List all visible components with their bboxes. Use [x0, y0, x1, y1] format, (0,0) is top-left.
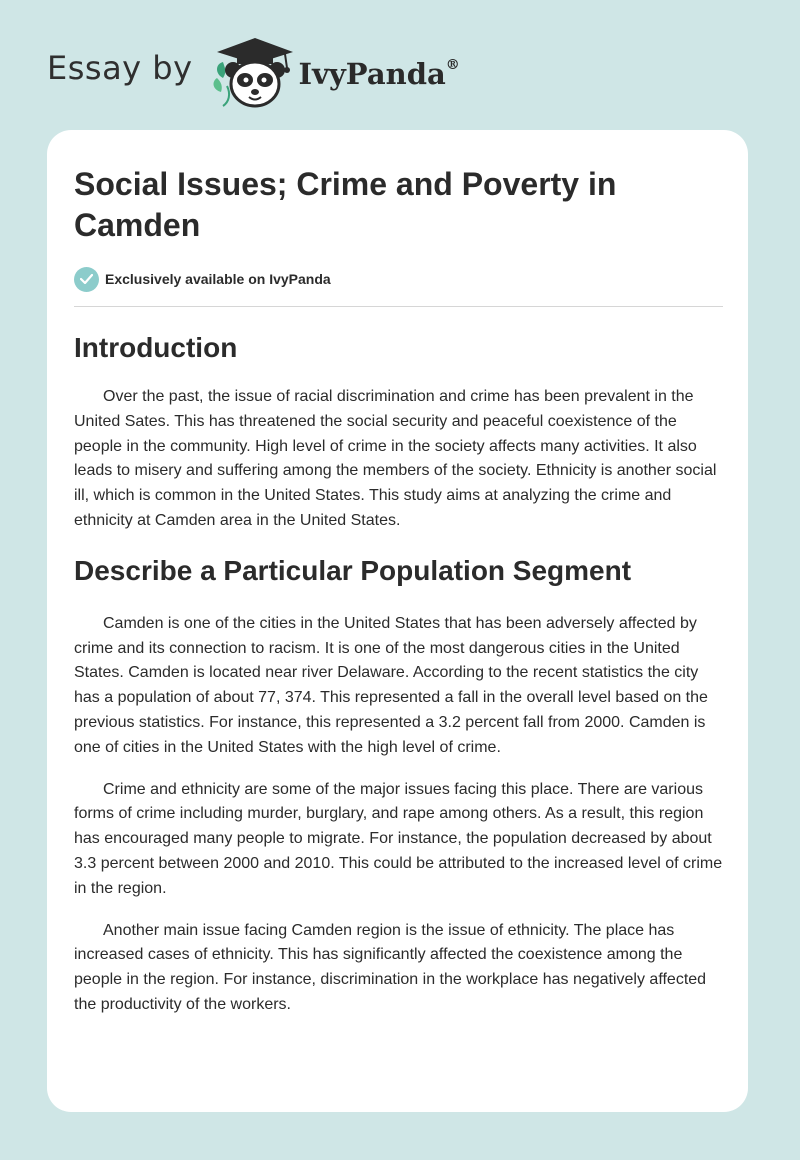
brand-name [299, 57, 460, 91]
exclusive-badge [74, 266, 723, 292]
registered-mark: ® [445, 57, 460, 74]
essay-card [47, 130, 748, 1112]
check-icon [74, 267, 99, 292]
paragraph: Over the past, the issue of racial discrimination and crime has been prevalent in the United Sates. This has threatened the social security and peaceful coexistence of the people in the community. High level of crime in the society affects many activities. It also leads to misery and suffering among the members of the society. Ethnicity is another social ill, which is common in the United States. This study aims at analyzing the crime and ethnicity at Camden area in the United States. [74, 388, 717, 529]
section-heading-introduction: Introduction [74, 332, 238, 363]
paragraph: Camden is one of the cities in the United States that has been adversely affected by crime and its connection to racism. It is one of the most dangerous cities in the United States. Camden is located near river Delaware. According to the recent statistics the city has a population of about 77, 374. This represented a fall in the overall level based on the previous statistics. For instance, this represented a 3.2 percent fall from 2000. Camden is one of cities in the United States with the high level of crime. [74, 614, 708, 756]
divider [74, 306, 723, 307]
essay-content [74, 130, 723, 1018]
exclusive-label: Exclusively available on IvyPanda [105, 271, 331, 287]
section-heading-population-segment: Describe a Particular Population Segment [74, 554, 632, 586]
page-title: Social Issues; Crime and Poverty in Camden [74, 166, 617, 243]
brand-header [47, 34, 460, 110]
paragraph: Crime and ethnicity are some of the major issues facing this place. There are various forms of crime including murder, burglary, and rape among others. As a result, this region has encouraged many people to migrate. For instance, the population decreased by about 3.3 percent between 2000 and 2010. This could be attributed to the increased level of crime in the region. [74, 780, 723, 897]
brand-name-text: IvyPanda [298, 57, 446, 91]
essay-by-label: Essay by [47, 49, 193, 87]
ivypanda-logo-icon [209, 34, 297, 110]
paragraph: Another main issue facing Camden region is the issue of ethnicity. The place has increased cases of ethnicity. This has significantly affected the coexistence among the people in the region. For instance, discrimination in the workplace has negatively affected the productivity of the workers. [74, 921, 707, 1013]
